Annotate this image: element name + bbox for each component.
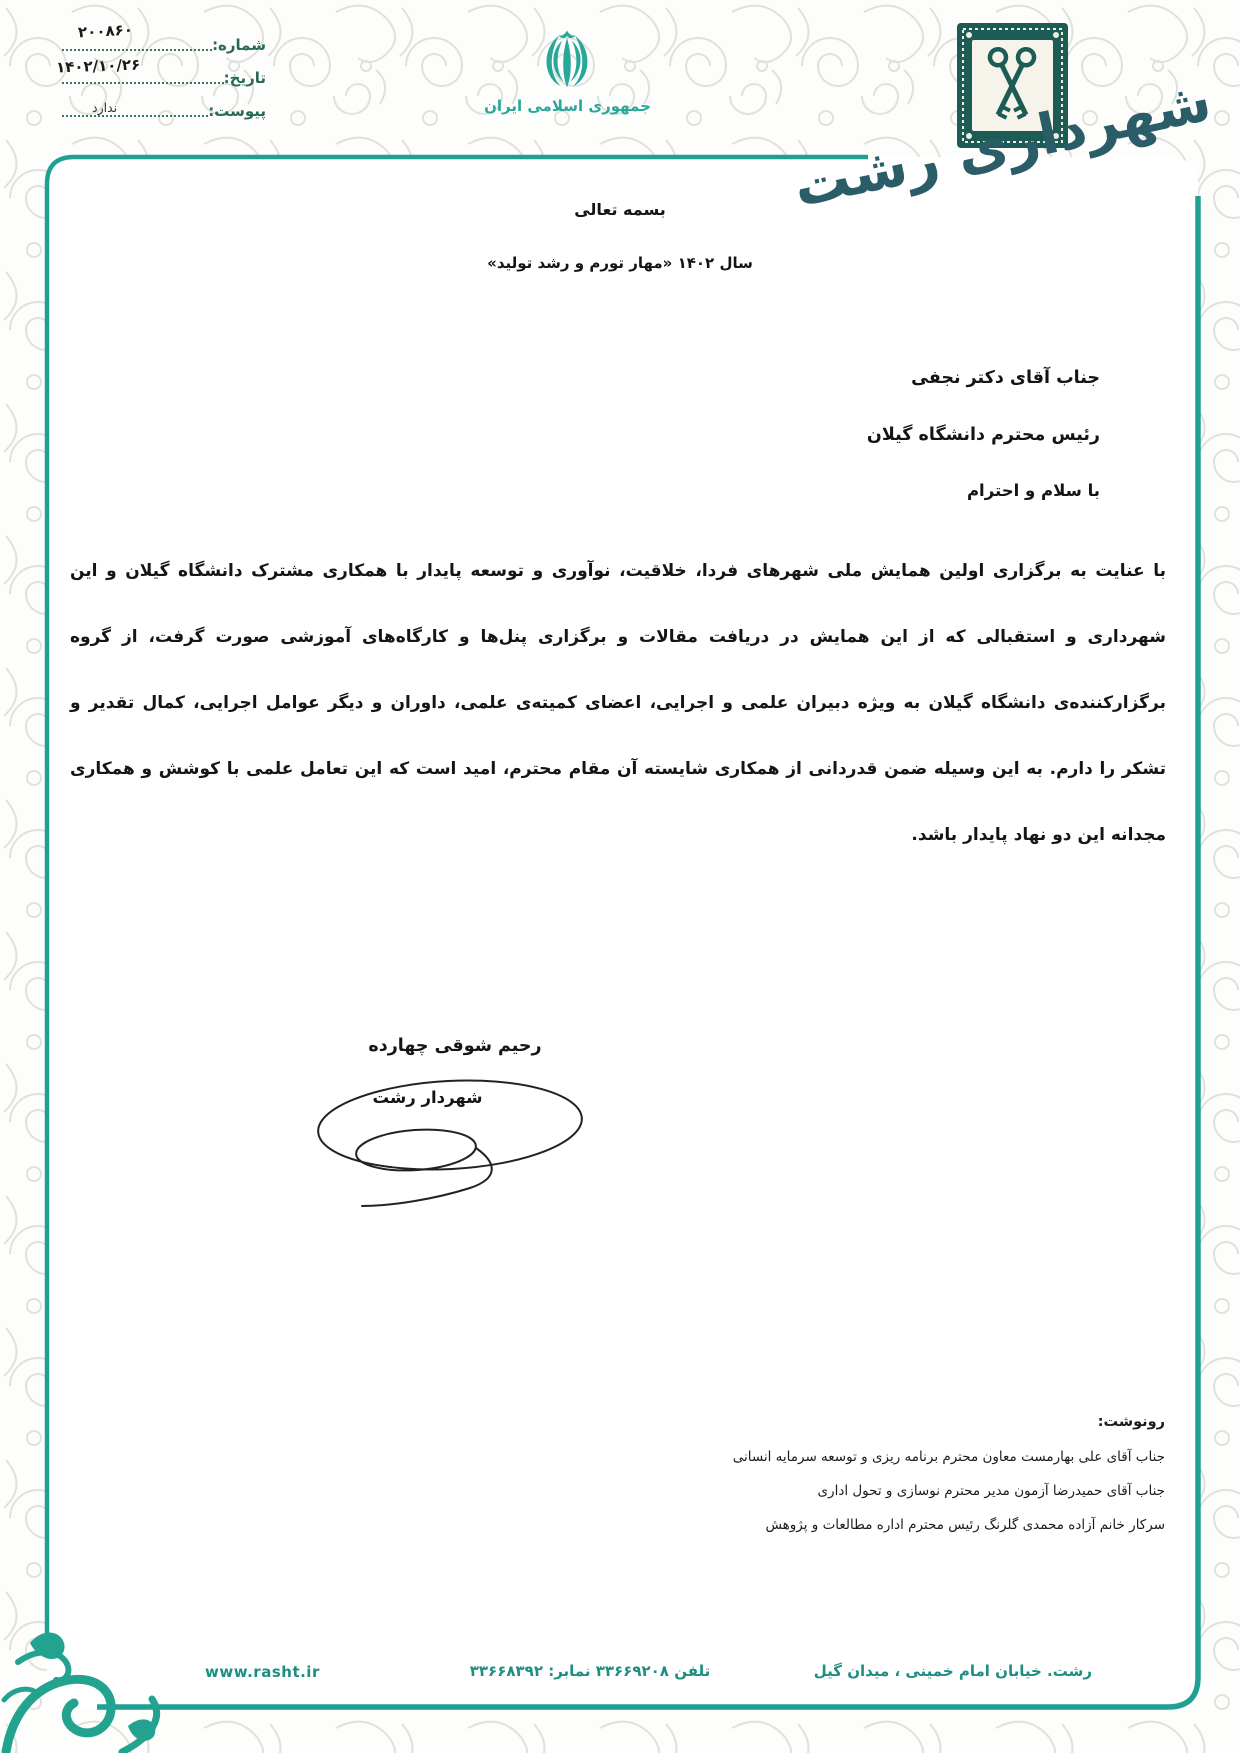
dotted-leader bbox=[62, 82, 224, 84]
letter-body: با عنایت به برگزاری اولین همایش ملی شهرهای فردا، خلاقیت، نوآوری و توسعه پایدار با همکاری مشترک دانشگاه گیلان و این شهرداری و استقبالی که از این همایش در دریافت مقالات و برگزاری پنل‌ها و کارگاه‌های آموزشی صورت گرفت، از گروه برگزارکننده‌ی دانشگاه گیلان به ویژه دبیران علمی و اجرایی، اعضای کمیته‌ی علمی، داوران و دیگر عوامل اجرایی، کمال تقدیر و تشکر را دارم. به این وسیله ضمن قدردانی از همکاری شایسته آن مقام محترم، امید است که این تعامل علمی با کوشش و همکاری مجدانه این دو نهاد پایدار باشد. bbox=[70, 561, 1166, 845]
emblem-caption: جمهوری اسلامی ایران bbox=[484, 97, 651, 115]
year-slogan: سال ۱۴۰۲ «مهار تورم و رشد تولید» bbox=[487, 254, 753, 272]
basmala: بسمه تعالی bbox=[574, 200, 666, 219]
cc-label: رونوشت: bbox=[1097, 1414, 1165, 1430]
signer-title: شهردار رشت bbox=[372, 1088, 483, 1107]
date-value: ۱۴۰۲/۱۰/۲۶ bbox=[55, 55, 141, 77]
date-label: تاریخ: bbox=[223, 69, 266, 87]
cc-item: جناب آقای علی بهارمست معاون محترم برنامه ریزی و توسعه سرمایه انسانی bbox=[732, 1449, 1165, 1465]
number-label: شماره: bbox=[212, 36, 266, 54]
attachment-label: پیوست: bbox=[208, 102, 266, 120]
signer-name: رحیم شوقی چهارده bbox=[368, 1036, 542, 1056]
attachment-value: ندارد bbox=[92, 100, 118, 115]
salutation: با سلام و احترام bbox=[966, 481, 1100, 500]
cc-item: سرکار خانم آزاده محمدی گلرنگ رئیس محترم اداره مطالعات و پژوهش bbox=[765, 1517, 1165, 1533]
meta-attachment-row bbox=[58, 102, 266, 120]
signature-scribble-icon bbox=[300, 1070, 610, 1215]
dotted-leader bbox=[62, 115, 208, 117]
recipient-title: رئیس محترم دانشگاه گیلان bbox=[866, 425, 1100, 445]
footer-address: رشت. خیابان امام خمینی ، میدان گیل bbox=[813, 1662, 1092, 1680]
footer-website: www.rasht.ir bbox=[205, 1663, 320, 1681]
cc-item: جناب آقای حمیدرضا آزمون مدیر محترم نوسازی و تحول اداری bbox=[817, 1483, 1165, 1499]
cc-block bbox=[733, 1414, 1165, 1542]
recipient-block bbox=[867, 368, 1100, 500]
dotted-leader bbox=[62, 49, 212, 51]
iran-national-emblem-icon bbox=[536, 24, 598, 94]
number-value: ۲۰۰۸۶۰ bbox=[77, 20, 134, 42]
footer-phone-fax: تلفن ۳۳۶۶۹۲۰۸ نمابر: ۳۳۶۶۸۳۹۲ bbox=[469, 1662, 711, 1680]
recipient-name: جناب آقای دکتر نجفی bbox=[911, 368, 1100, 388]
municipality-calligraphy-logo: شهرداری رشت bbox=[788, 68, 1217, 221]
